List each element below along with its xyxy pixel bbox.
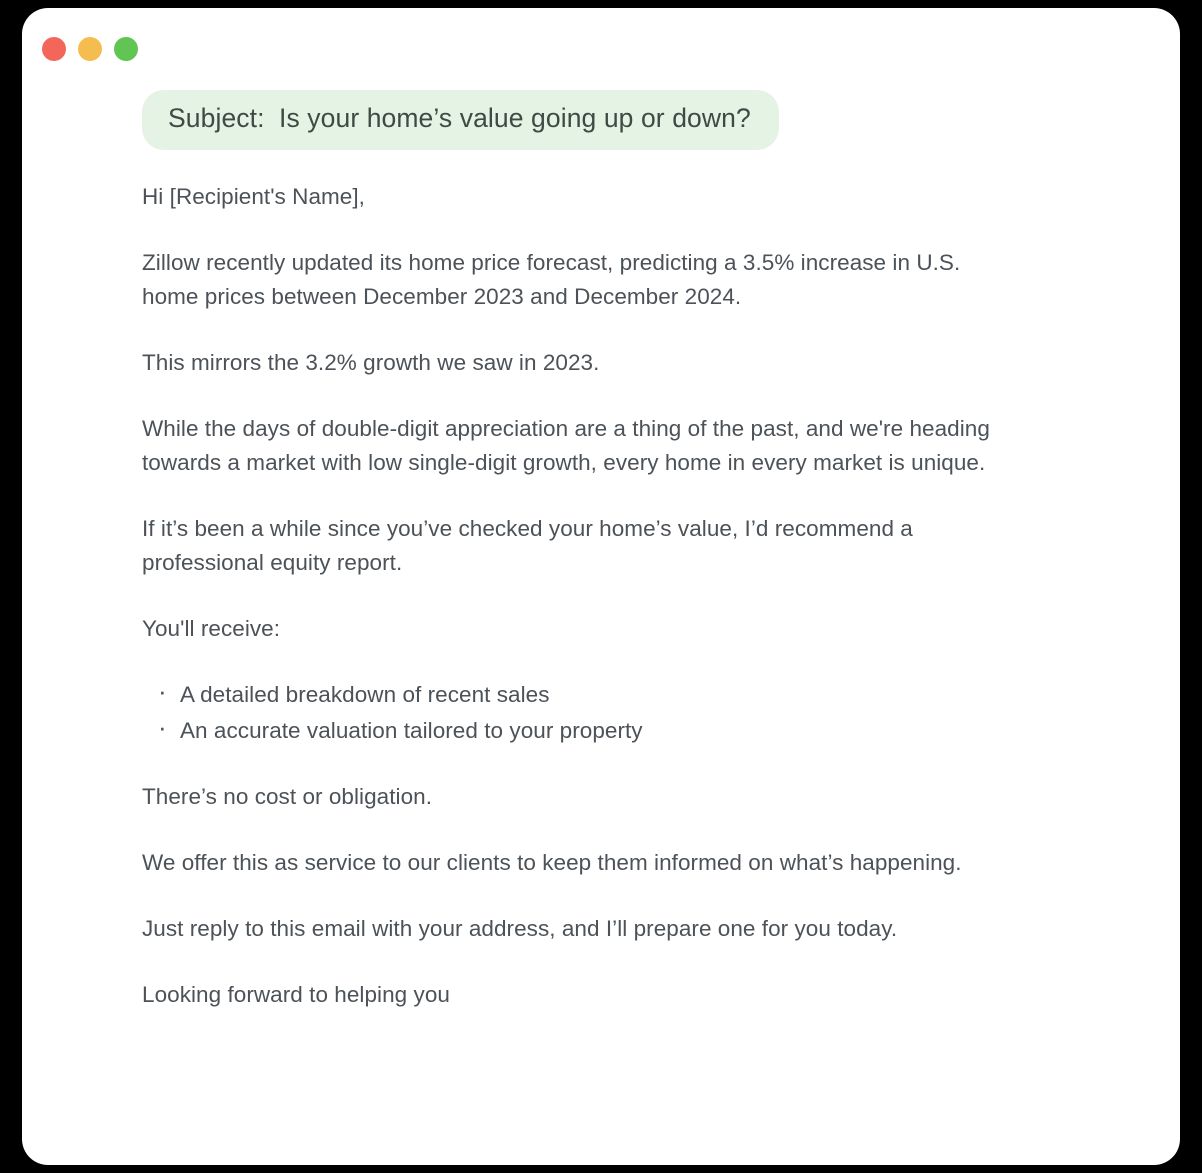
email-paragraph: Zillow recently updated its home price forecast, predicting a 3.5% increase in U.S. home prices between December 2023 and December 2024. [142,250,961,309]
email-paragraph: While the days of double-digit appreciation are a thing of the past, and we're heading towards a market with low single-digit growth, every home in every market is unique. [142,416,990,475]
subject-badge [142,90,779,150]
subject-value: Is your home’s value going up or down? [279,103,751,133]
close-window-icon[interactable] [42,37,66,61]
email-content [22,90,1180,1012]
benefits-list [142,678,1080,748]
list-item: · An accurate valuation tailored to your property [180,714,1080,748]
email-window [22,8,1180,1165]
maximize-window-icon[interactable] [114,37,138,61]
minimize-window-icon[interactable] [78,37,102,61]
email-paragraph: You'll receive: [142,616,281,641]
email-paragraph: Just reply to this email with your address, and I’ll prepare one for you today. [142,916,898,941]
email-paragraph: This mirrors the 3.2% growth we saw in 2023. [142,350,600,375]
list-item: · A detailed breakdown of recent sales [180,678,1080,712]
window-titlebar [22,8,1180,90]
email-greeting: Hi [Recipient's Name], [142,184,365,209]
email-paragraph: We offer this as service to our clients to keep them informed on what’s happening. [142,850,962,875]
email-closing: Looking forward to helping you [142,982,450,1007]
email-body [142,180,1080,1012]
subject-label: Subject: [168,103,265,133]
email-paragraph: If it’s been a while since you’ve checked your home’s value, I’d recommend a professional equity report. [142,516,913,575]
email-paragraph: There’s no cost or obligation. [142,784,433,809]
